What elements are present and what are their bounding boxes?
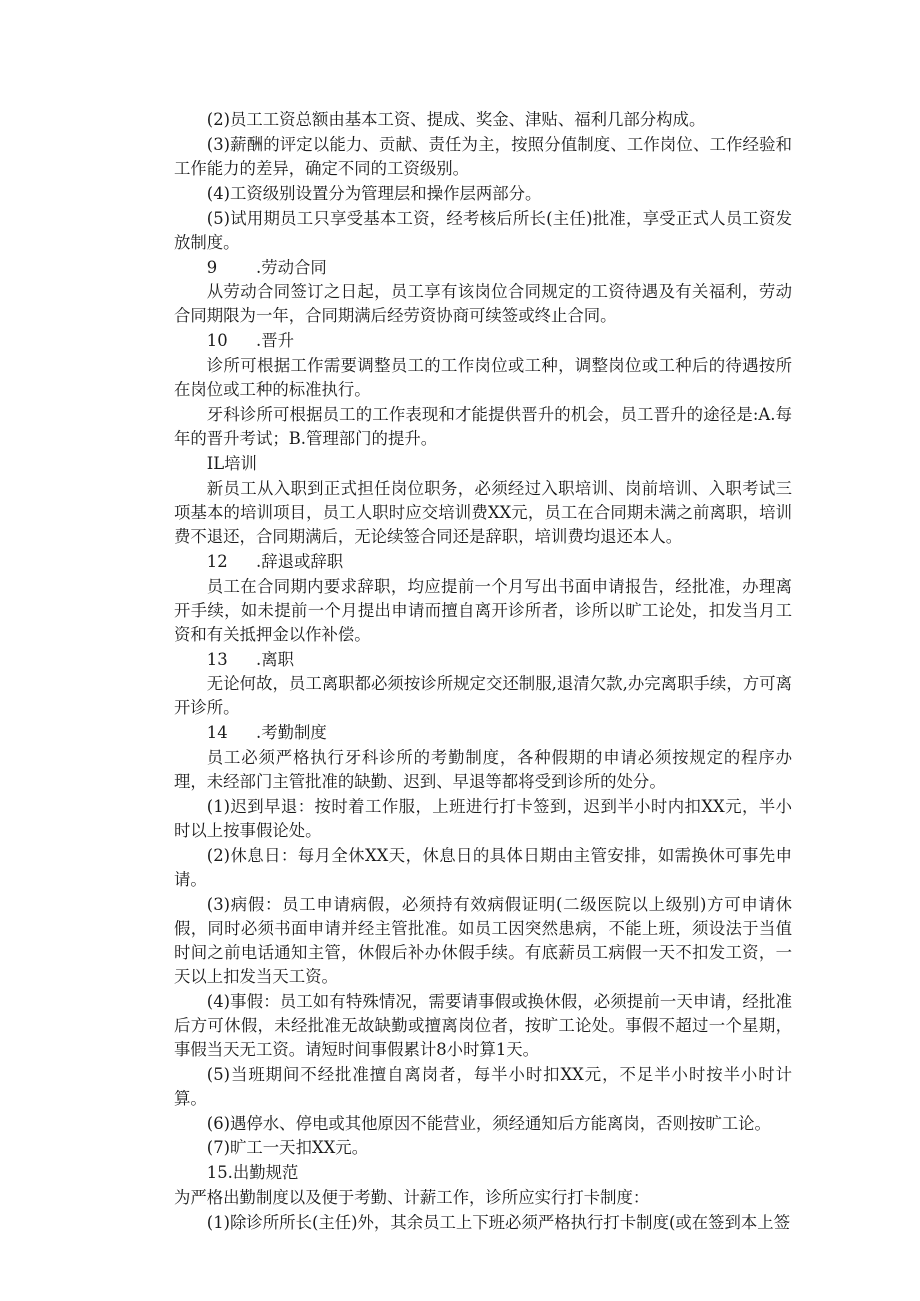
list-item: (1)迟到早退：按时着工作服，上班进行打卡签到，迟到半小时内扣XX元，半小时以上按事假论处。 [174, 797, 792, 841]
section-heading-12 [174, 550, 792, 574]
section-number: 12 [206, 551, 228, 571]
section-title: .辞退或辞职 [255, 551, 344, 571]
section-number: 14 [206, 723, 228, 743]
list-item: (5)试用期员工只享受基本工资，经考核后所长(主任)批准，享受正式人员工资发放制度。 [174, 208, 792, 252]
body-paragraph: 从劳动合同签订之日起，员工享有该岗位合同规定的工资待遇及有关福利，劳动合同期限为一年，合同期满后经劳资协商可续签或终止合同。 [174, 282, 792, 326]
document-body [174, 108, 792, 1236]
body-paragraph: 无论何故，员工离职都必须按诊所规定交还制服,退清欠款,办完离职手续，方可离开诊所。 [174, 674, 792, 718]
list-item: (1)除诊所所长(主任)外，其余员工上下班必须严格执行打卡制度(或在签到本上签 [206, 1213, 791, 1233]
list-item: (7)旷工一天扣XX元。 [206, 1138, 369, 1158]
body-paragraph: 为严格出勤制度以及便于考勤、计薪工作，诊所应实行打卡制度： [174, 1188, 650, 1208]
section-title: .考勤制度 [255, 723, 327, 743]
section-title: .晋升 [255, 331, 294, 351]
list-item: (4)事假：员工如有特殊情况，需要请事假或换休假，必须提前一天申请，经批准后方可休假，未经批准无故缺勤或擅离岗位者，按旷工论处。事假不超过一个星期，事假当天无工资。请短时间事假累计8小时算1天。 [174, 991, 792, 1059]
section-heading-10 [174, 329, 792, 353]
section-heading-13 [174, 648, 792, 672]
list-item: (4)工资级别设置分为管理层和操作层两部分。 [206, 183, 542, 203]
list-item: (2)休息日：每月全休XX天，休息日的具体日期由主管安排，如需换休可事先申请。 [174, 846, 792, 890]
section-number: 10 [206, 331, 228, 351]
section-number: 13 [206, 649, 228, 669]
section-title: .离职 [255, 649, 294, 669]
section-number: 9 [206, 257, 218, 277]
section-title: .劳动合同 [255, 257, 327, 277]
list-item: (3)薪酬的评定以能力、贡献、责任为主，按照分值制度、工作岗位、工作经验和工作能力的差异，确定不同的工资级别。 [174, 134, 792, 178]
section-heading-11: IL培训 [206, 454, 257, 474]
section-heading-9 [174, 256, 792, 280]
section-heading-15: 15.出勤规范 [206, 1163, 299, 1183]
list-item: (6)遇停水、停电或其他原因不能营业，须经通知后方能离岗，否则按旷工论。 [206, 1113, 771, 1133]
body-paragraph: 牙科诊所可根据员工的工作表现和才能提供晋升的机会，员工晋升的途径是:A.每年的晋升考试；B.管理部门的提升。 [174, 405, 792, 449]
list-item: (5)当班期间不经批准擅自离岗者，每半小时扣XX元，不足半小时按半小时计算。 [174, 1064, 792, 1108]
section-heading-14 [174, 721, 792, 745]
list-item: (3)病假：员工申请病假，必须持有效病假证明(二级医院以上级别)方可申请休假，同时必须书面申请并经主管批准。如员工因突然患病，不能上班，须设法于当值时间之前电话通知主管，休假后补办休假手续。有底薪员工病假一天不扣发工资，一天以上扣发当天工资。 [174, 894, 792, 986]
body-paragraph: 新员工从入职到正式担任岗位职务，必须经过入职培训、岗前培训、入职考试三项基本的培训项目，员工人职时应交培训费XX元，员工在合同期未满之前离职，培训费不退还，合同期满后，无论续签合同还是辞职，培训费均退还本人。 [174, 478, 792, 546]
body-paragraph: 员工必须严格执行牙科诊所的考勤制度，各种假期的申请必须按规定的程序办理，未经部门主管批准的缺勤、迟到、早退等都将受到诊所的处分。 [174, 748, 792, 792]
list-item: (2)员工工资总额由基本工资、提成、奖金、津贴、福利几部分构成。 [206, 110, 706, 129]
body-paragraph: 诊所可根据工作需要调整员工的工作岗位或工种，调整岗位或工种后的待遇按所在岗位或工种的标准执行。 [174, 356, 792, 400]
body-paragraph: 员工在合同期内要求辞职，均应提前一个月写出书面申请报告，经批准，办理离开手续，如未提前一个月提出申请而擅自离开诊所者，诊所以旷工论处，扣发当月工资和有关抵押金以作补偿。 [174, 576, 792, 644]
